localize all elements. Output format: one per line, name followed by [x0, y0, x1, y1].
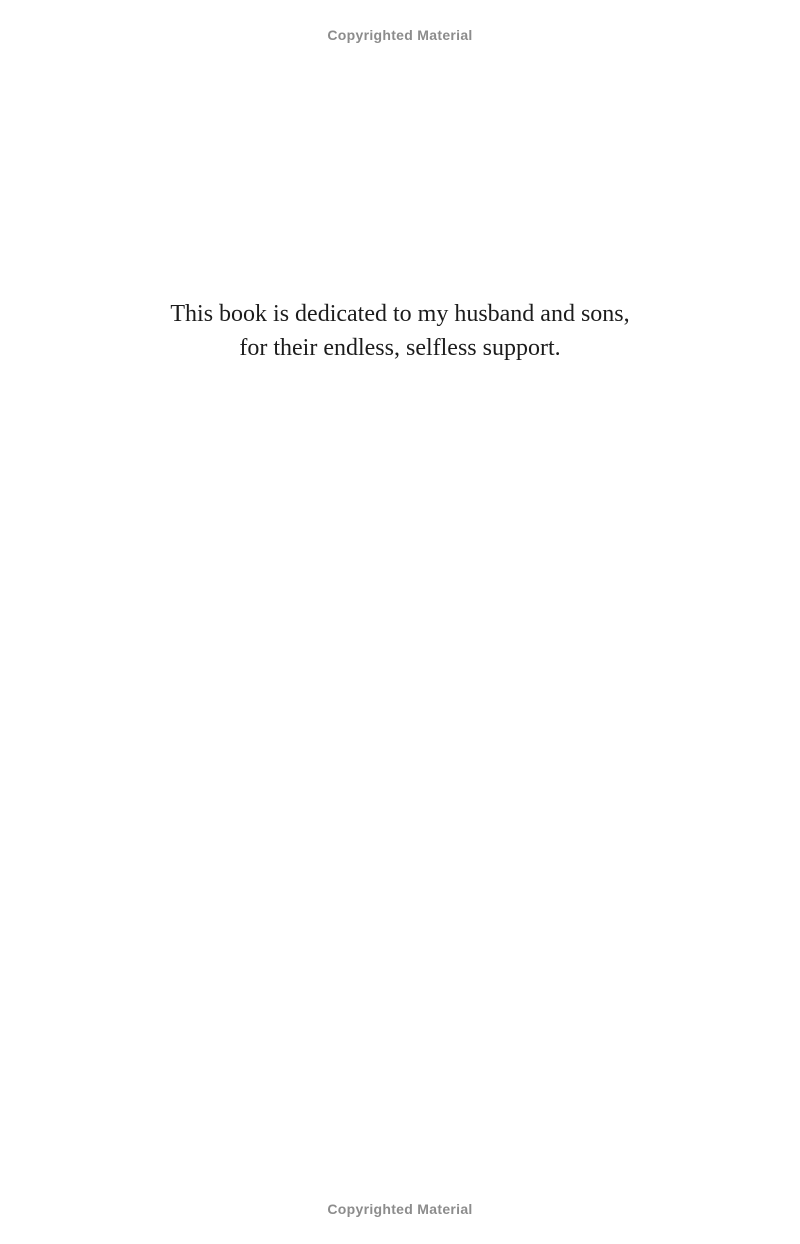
- dedication-text-block: [0, 297, 800, 365]
- dedication-line-2: for their endless, selfless support.: [239, 335, 561, 361]
- copyrighted-material-watermark-top: Copyrighted Material: [327, 27, 473, 43]
- dedication-line-1: This book is dedicated to my husband and sons,: [170, 301, 630, 327]
- copyrighted-material-watermark-bottom: Copyrighted Material: [327, 1201, 473, 1217]
